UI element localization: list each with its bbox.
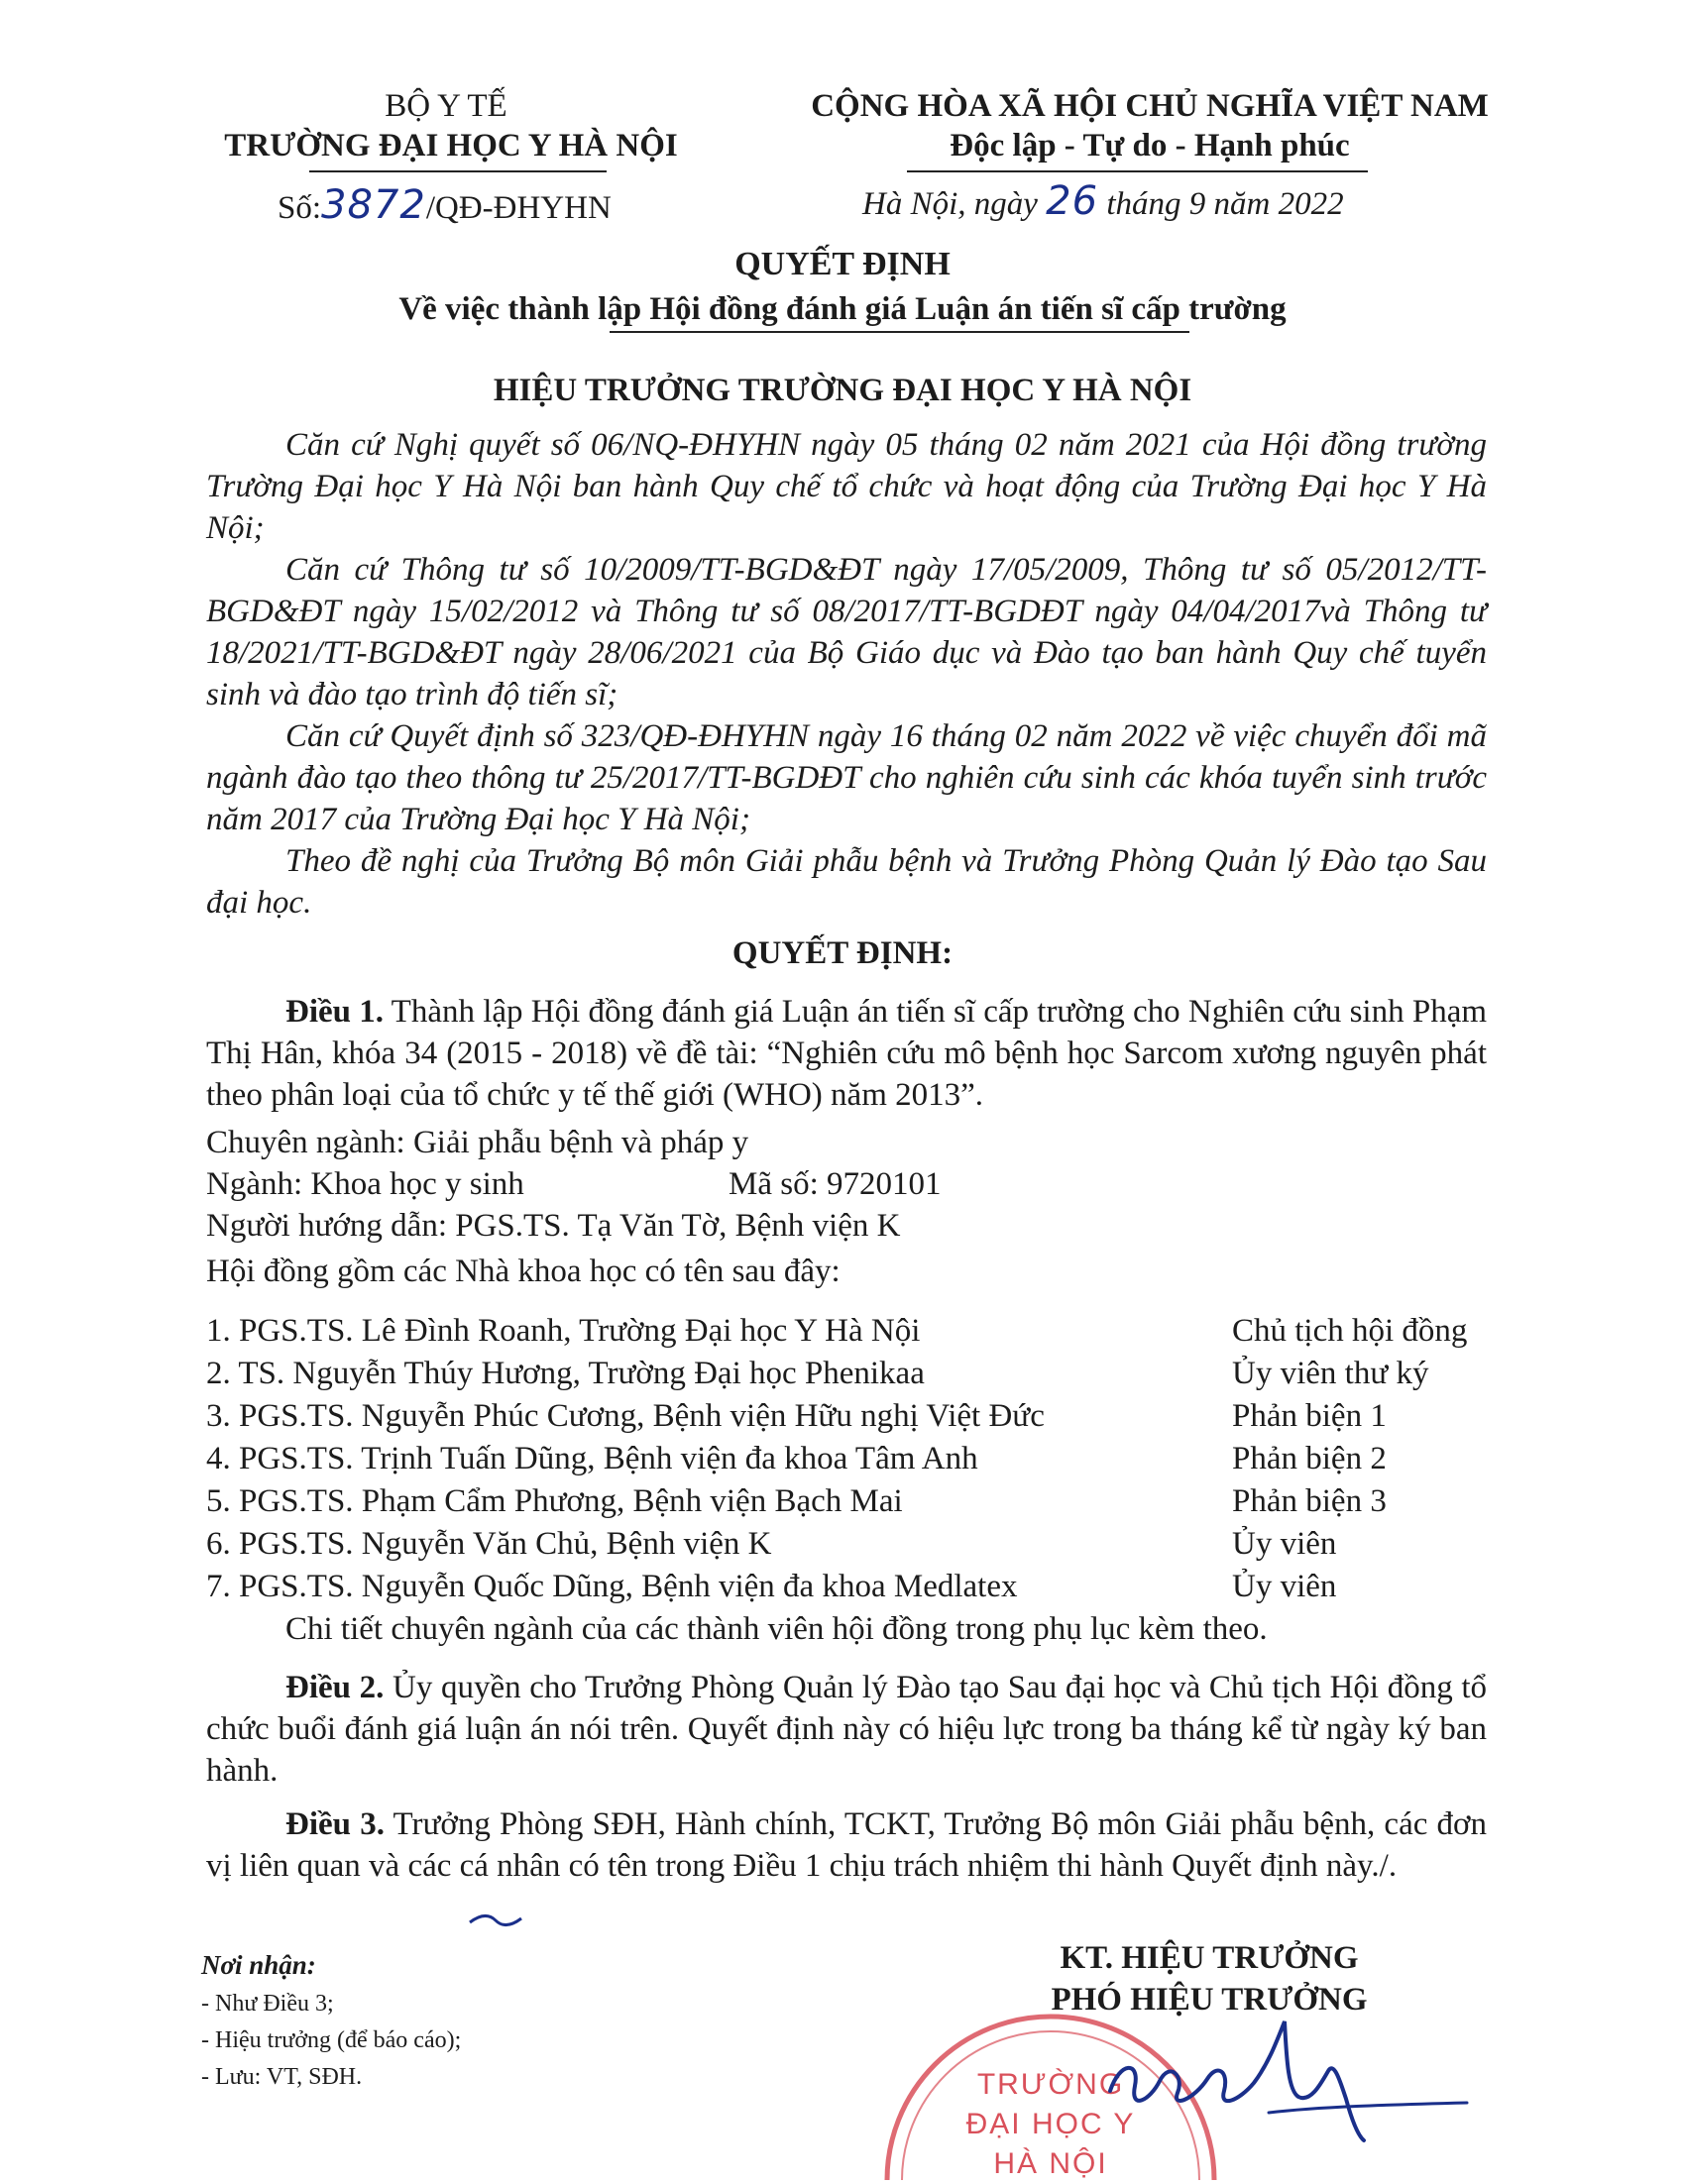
article-2 [206, 1667, 1487, 1792]
list-item [206, 1438, 1495, 1479]
member-role: Phản biện 3 [1232, 1483, 1387, 1519]
member-name: 2. TS. Nguyễn Thúy Hương, Trường Đại học Phenikaa [206, 1356, 925, 1391]
member-role: Chủ tịch hội đồng [1232, 1313, 1468, 1349]
authority-title: HIỆU TRƯỞNG TRƯỜNG ĐẠI HỌC Y HÀ NỘI [493, 373, 1192, 408]
stamp-line-2: ĐẠI HỌC Y [965, 2108, 1136, 2140]
article-2-label: Điều 2. [285, 1670, 385, 1705]
stamp-line-3: HÀ NỘI [993, 2147, 1108, 2180]
member-name: 6. PGS.TS. Nguyễn Văn Chủ, Bệnh viện K [206, 1526, 772, 1562]
member-name: 4. PGS.TS. Trịnh Tuấn Dũng, Bệnh viện đa khoa Tâm Anh [206, 1441, 978, 1476]
member-name: 1. PGS.TS. Lê Đình Roanh, Trường Đại học Y Hà Nội [206, 1313, 921, 1349]
field-code: Mã số: 9720101 [729, 1166, 942, 1202]
article-1 [206, 991, 1487, 1116]
list-item: - Lưu: VT, SĐH. [201, 2064, 363, 2090]
article-3-label: Điều 3. [285, 1806, 385, 1842]
recipients-heading: Nơi nhận: [201, 1950, 316, 1980]
article-3-text: Trưởng Phòng SĐH, Hành chính, TCKT, Trưởng Bộ môn Giải phẫu bệnh, các đơn vị liên quan và các cá nhân có tên trong Điều 1 chịu trách nhiệm thi hành Quyết định này./. [206, 1806, 1488, 1884]
date-suffix: tháng 9 năm 2022 [1106, 186, 1344, 222]
date-day-handwritten: 26 [1046, 178, 1099, 224]
article-3 [206, 1803, 1487, 1887]
number-handwritten: 3872 [321, 182, 426, 228]
member-name: 3. PGS.TS. Nguyễn Phúc Cương, Bệnh viện Hữu nghị Việt Đức [206, 1398, 1045, 1434]
article-2-text: Ủy quyền cho Trưởng Phòng Quản lý Đào tạo Sau đại học và Chủ tịch Hội đồng tổ chức buổi đánh giá luận án nói trên. Quyết định này có hiệu lực trong ba tháng kể từ ngày ký ban hành. [206, 1670, 1488, 1789]
member-role: Phản biện 2 [1232, 1441, 1387, 1476]
legal-bases [206, 424, 1487, 924]
list-item [206, 1566, 1495, 1607]
signature-title-2: PHÓ HIỆU TRƯỞNG [1051, 1982, 1368, 2018]
decision-clause-heading: QUYẾT ĐỊNH: [731, 935, 954, 971]
subject-underline [610, 331, 1189, 333]
council-intro: Hội đồng gồm các Nhà khoa học có tên sau đây: [206, 1254, 841, 1289]
list-item [206, 1310, 1495, 1352]
basis-2: Căn cứ Thông tư số 10/2009/TT-BGD&ĐT ngày 17/05/2009, Thông tư số 05/2012/TT-BGD&ĐT ngày 15/02/2012 và Thông tư số 08/2017/TT-BGDĐT ngày 04/04/2017và Thông tư 18/2021/TT-BGD&ĐT ngày 28/06/2021 của Bộ Giáo dục và Đào tạo ban hành Quy chế tuyển sinh và đào tạo trình độ tiến sĩ; [206, 552, 1487, 712]
school-name: TRƯỜNG ĐẠI HỌC Y HÀ NỘI [224, 128, 678, 164]
country-name: CỘNG HÒA XÃ HỘI CHỦ NGHĨA VIỆT NAM [811, 88, 1489, 124]
list-item: - Như Điều 3; [201, 1991, 334, 2017]
list-item [206, 1523, 1495, 1565]
member-role: Ủy viên thư ký [1232, 1356, 1429, 1391]
signature-title-1: KT. HIỆU TRƯỞNG [1060, 1940, 1359, 1976]
pen-flourish [466, 1907, 525, 1930]
member-role: Ủy viên [1232, 1526, 1337, 1562]
number-suffix: /QĐ-ĐHYHN [425, 190, 612, 226]
number-prefix: Số: [278, 190, 322, 226]
article-1-label: Điều 1. [285, 994, 385, 1030]
issue-date [862, 178, 1344, 224]
article-1-text: Thành lập Hội đồng đánh giá Luận án tiến sĩ cấp trường cho Nghiên cứu sinh Phạm Thị Hân, khóa 34 (2015 - 2018) về đề tài: “Nghiên cứu mô bệnh học Sarcom xương nguyên phát theo phân loại của tổ chức y tế thế giới (WHO) năm 2013”. [206, 994, 1488, 1113]
national-motto: Độc lập - Tự do - Hạnh phúc [950, 128, 1350, 164]
basis-1: Căn cứ Nghị quyết số 06/NQ-ĐHYHN ngày 05 tháng 02 năm 2021 của Hội đồng trường Trường Đại học Y Hà Nội ban hành Quy chế tổ chức và hoạt động của Trường Đại học Y Hà Nội; [206, 427, 1487, 546]
supervisor: Người hướng dẫn: PGS.TS. Tạ Văn Tờ, Bệnh viện K [206, 1208, 901, 1244]
basis-3: Căn cứ Quyết định số 323/QĐ-ĐHYHN ngày 16 tháng 02 năm 2022 về việc chuyển đổi mã ngành đào tạo theo thông tư 25/2017/TT-BGDĐT cho nghiên cứu sinh các khóa tuyển sinh trước năm 2017 của Trường Đại học Y Hà Nội; [206, 718, 1487, 837]
stamp-line-1: TRƯỜNG [976, 2068, 1125, 2101]
list-item [206, 1480, 1495, 1522]
list-item [206, 1353, 1495, 1394]
ministry-name: BỘ Y TẾ [385, 88, 507, 124]
member-name: 7. PGS.TS. Nguyễn Quốc Dũng, Bệnh viện đa khoa Medlatex [206, 1569, 1018, 1604]
specialty: Chuyên ngành: Giải phẫu bệnh và pháp y [206, 1125, 749, 1160]
member-role: Phản biện 1 [1232, 1398, 1387, 1434]
date-prefix: Hà Nội, ngày [862, 186, 1038, 222]
list-item [206, 1395, 1495, 1437]
member-role: Ủy viên [1232, 1569, 1337, 1604]
decision-subject: Về việc thành lập Hội đồng đánh giá Luận án tiến sĩ cấp trường [398, 291, 1287, 327]
motto-underline [907, 170, 1368, 172]
school-underline [309, 170, 607, 172]
field: Ngành: Khoa học y sinh [206, 1166, 524, 1202]
list-item: - Hiệu trưởng (để báo cáo); [201, 2027, 462, 2053]
basis-4: Theo đề nghị của Trưởng Bộ môn Giải phẫu bệnh và Trưởng Phòng Quản lý Đào tạo Sau đại học. [206, 843, 1487, 921]
member-name: 5. PGS.TS. Phạm Cẩm Phương, Bệnh viện Bạch Mai [206, 1483, 903, 1519]
appendix-note: Chi tiết chuyên ngành của các thành viên hội đồng trong phụ lục kèm theo. [285, 1611, 1268, 1647]
document-number [278, 182, 612, 228]
handwritten-signature [1090, 2002, 1507, 2160]
decision-heading: QUYẾT ĐỊNH [734, 246, 951, 282]
